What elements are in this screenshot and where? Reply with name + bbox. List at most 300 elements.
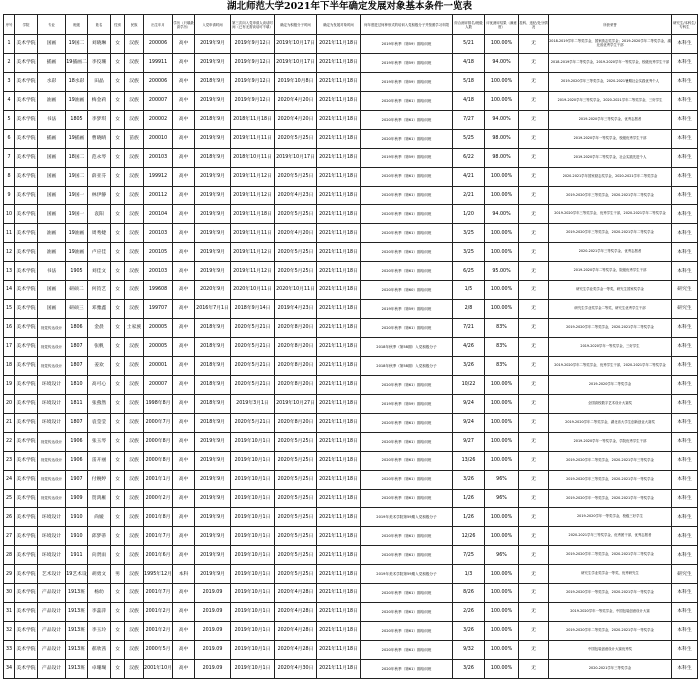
cell-activist-date: 2020年4月28日 — [275, 603, 317, 622]
cell-education: 高中 — [173, 508, 195, 527]
cell-degree-type: 本科生 — [672, 394, 698, 413]
cell-ethnicity: 汉族 — [125, 546, 144, 565]
cell-birth: 2001年8月 — [144, 508, 173, 527]
cell-evaluation: 100.00% — [485, 243, 519, 262]
cell-ranking: 1/5 — [453, 281, 485, 300]
cell-birth: 1998年8月 — [144, 394, 173, 413]
cell-evaluation: 100.00% — [485, 641, 519, 660]
cell-application-date: 2019年9月 — [195, 243, 231, 262]
cell-name: 张帆 — [88, 338, 111, 357]
cell-college: 美术学院 — [15, 148, 38, 167]
cell-ranking: 2/8 — [453, 300, 485, 319]
cell-activist-date: 2020年5月25日 — [275, 205, 317, 224]
cell-application-date: 2018年9月 — [195, 72, 231, 91]
table-row — [4, 546, 698, 565]
cell-honors: 2019-2020学年二等奖学金 — [549, 375, 672, 394]
cell-name: 卓珊瑚 — [88, 659, 111, 678]
cell-index: 19 — [4, 375, 15, 394]
header-ethnicity: 民族 — [125, 15, 144, 35]
cell-college: 美术学院 — [15, 546, 38, 565]
cell-education: 高中 — [173, 489, 195, 508]
cell-birth: 199608 — [144, 281, 173, 300]
cell-index: 24 — [4, 470, 15, 489]
cell-class: 1906 — [66, 451, 88, 470]
cell-degree-type: 本科生 — [672, 432, 698, 451]
cell-college: 美术学院 — [15, 641, 38, 660]
cell-degree-type: 研究生 — [672, 300, 698, 319]
cell-honors: 中国包装创意设计大赛优秀奖 — [549, 641, 672, 660]
cell-talk-date: 2019年10月1日 — [231, 659, 275, 678]
cell-major: 油画 — [38, 224, 66, 243]
cell-major: 环境设计 — [38, 413, 66, 432]
cell-birth: 2001年6月 — [144, 546, 173, 565]
cell-activist-date: 2020年4月28日 — [275, 622, 317, 641]
cell-birth: 200103 — [144, 262, 173, 281]
cell-honors: 2019-2020学年三等奖学金，2020-2021学年一等奖学金 — [549, 470, 672, 489]
cell-ranking: 4/18 — [453, 53, 485, 72]
cell-application-date: 2019年9月 — [195, 451, 231, 470]
cell-application-date: 2018年9月 — [195, 394, 231, 413]
cell-application-date: 2018年9月 — [195, 338, 231, 357]
cell-name: 何钧艺 — [88, 281, 111, 300]
header-candidate-date: 确定为发展对象时间 — [317, 15, 361, 35]
cell-education: 高中 — [173, 129, 195, 148]
cell-gender: 女 — [111, 527, 125, 546]
cell-education: 高中 — [173, 451, 195, 470]
cell-college: 美术学院 — [15, 603, 38, 622]
cell-class: 1810 — [66, 375, 88, 394]
cell-evaluation: 96% — [485, 546, 519, 565]
cell-college: 美术学院 — [15, 508, 38, 527]
cell-class: 1913班 — [66, 584, 88, 603]
cell-name: 李梦琪 — [88, 110, 111, 129]
cell-ranking: 9/24 — [453, 394, 485, 413]
cell-ranking: 2/26 — [453, 603, 485, 622]
cell-evaluation: 100.00% — [485, 35, 519, 54]
cell-training: 2019年秋季（第59）期培训班 — [361, 394, 453, 413]
cell-activist-date: 2020年5月25日 — [275, 129, 317, 148]
cell-ethnicity: 汉族 — [125, 148, 144, 167]
cell-college: 美术学院 — [15, 167, 38, 186]
cell-talk-date: 2020年5月21日 — [231, 413, 275, 432]
cell-ranking: 3/26 — [453, 659, 485, 678]
cell-evaluation: 100.00% — [485, 584, 519, 603]
cell-ethnicity: 汉族 — [125, 470, 144, 489]
cell-birth: 2000年8月 — [144, 432, 173, 451]
table-row — [4, 281, 698, 300]
cell-education: 高中 — [173, 72, 195, 91]
cell-birth: 200007 — [144, 375, 173, 394]
header-evaluation: 评优测评结果（满意度） — [485, 15, 519, 35]
cell-ranking: 7/21 — [453, 319, 485, 338]
cell-education: 高中 — [173, 432, 195, 451]
cell-gender: 女 — [111, 338, 125, 357]
header-degree-type: 研究生/本科生/专科生 — [672, 15, 698, 35]
cell-degree-type: 本科生 — [672, 148, 698, 167]
cell-gender: 女 — [111, 91, 125, 110]
cell-index: 21 — [4, 413, 15, 432]
cell-evaluation: 94.00% — [485, 110, 519, 129]
cell-candidate-date: 2021年11月18日 — [317, 432, 361, 451]
table-row — [4, 148, 698, 167]
cell-index: 16 — [4, 319, 15, 338]
cell-gender: 女 — [111, 622, 125, 641]
cell-evaluation: 100.00% — [485, 659, 519, 678]
cell-index: 12 — [4, 243, 15, 262]
header-talk-date: 第三次向入党申请人谈话时间（已有无需谈话可不填） — [231, 15, 275, 35]
cell-training: 2020年秋季（第61）期培训班 — [361, 224, 453, 243]
cell-honors: 2019-2020学年二等奖学金，院级优秀学生干部 — [549, 262, 672, 281]
cell-training: 2020年秋季（第61）期培训班 — [361, 622, 453, 641]
cell-education: 高中 — [173, 110, 195, 129]
cell-ethnicity: 汉族 — [125, 110, 144, 129]
cell-application-date: 2019年9月 — [195, 53, 231, 72]
cell-degree-type: 本科生 — [672, 205, 698, 224]
cell-birth: 200007 — [144, 91, 173, 110]
cell-honors: 2019-2020学年三等奖学金，优秀志愿者 — [549, 110, 672, 129]
cell-talk-date: 2020年5月21日 — [231, 375, 275, 394]
table-row — [4, 262, 698, 281]
cell-ranking: 1/3 — [453, 565, 485, 584]
cell-talk-date: 2019年11月12日 — [231, 167, 275, 186]
cell-education: 高中 — [173, 205, 195, 224]
cell-education: 高中 — [173, 546, 195, 565]
cell-talk-date: 2019年9月12日 — [231, 72, 275, 91]
cell-talk-date: 2019年11月12日 — [231, 262, 275, 281]
cell-birth: 200104 — [144, 205, 173, 224]
cell-ranking: 5/25 — [453, 129, 485, 148]
cell-training: 2020年秋季（第61）期培训班 — [361, 489, 453, 508]
cell-education: 高中 — [173, 35, 195, 54]
cell-honors: 2019-2020学年三等奖学金，2020-2021学年二等奖学金，三好学生 — [549, 91, 672, 110]
cell-degree-type: 本科生 — [672, 413, 698, 432]
cell-application-date: 2019年9月 — [195, 129, 231, 148]
cell-discipline: 无 — [519, 394, 549, 413]
cell-ethnicity: 汉族 — [125, 659, 144, 678]
cell-degree-type: 本科生 — [672, 72, 698, 91]
cell-activist-date: 2020年8月20日 — [275, 413, 317, 432]
cell-major: 视觉传达设计 — [38, 356, 66, 375]
cell-talk-date: 2019年10月1日 — [231, 489, 275, 508]
cell-activist-date: 2020年8月20日 — [275, 338, 317, 357]
cell-application-date: 2019.09 — [195, 641, 231, 660]
cell-activist-date: 2020年8月20日 — [275, 356, 317, 375]
cell-birth: 200005 — [144, 338, 173, 357]
cell-ethnicity: 汉族 — [125, 375, 144, 394]
cell-ranking: 7/27 — [453, 110, 485, 129]
cell-talk-date: 2019年10月1日 — [231, 432, 275, 451]
cell-name: 尚媛 — [88, 508, 111, 527]
cell-education: 本科 — [173, 565, 195, 584]
cell-discipline: 无 — [519, 72, 549, 91]
cell-candidate-date: 2021年11月18日 — [317, 186, 361, 205]
cell-degree-type: 本科生 — [672, 35, 698, 54]
cell-class: 19油画 — [66, 224, 88, 243]
cell-degree-type: 本科生 — [672, 224, 698, 243]
cell-ranking: 1/26 — [453, 508, 485, 527]
cell-college: 美术学院 — [15, 413, 38, 432]
cell-ranking: 3/25 — [453, 224, 485, 243]
cell-activist-date: 2019年10月17日 — [275, 148, 317, 167]
cell-index: 13 — [4, 262, 15, 281]
cell-name: 林伊静 — [88, 186, 111, 205]
cell-class: 1806 — [66, 319, 88, 338]
cell-honors: 2019-2020学年一等奖学金，三好学生 — [549, 338, 672, 357]
cell-training: 2020年秋季（第61）期培训班 — [361, 641, 453, 660]
cell-evaluation: 100.00% — [485, 375, 519, 394]
header-index: 序号 — [4, 15, 15, 35]
cell-gender: 女 — [111, 659, 125, 678]
cell-ranking: 3/25 — [453, 243, 485, 262]
cell-training: 2018年秋季（第58期）入党积极分子 — [361, 338, 453, 357]
cell-discipline: 无 — [519, 167, 549, 186]
cell-birth: 2000年5月 — [144, 641, 173, 660]
header-ranking: 综合测评排名/班级人数 — [453, 15, 485, 35]
cell-gender: 女 — [111, 243, 125, 262]
cell-training: 2020年秋季（第61）期培训班 — [361, 603, 453, 622]
cell-gender: 女 — [111, 508, 125, 527]
cell-talk-date: 2019年11月12日 — [231, 243, 275, 262]
cell-college: 美术学院 — [15, 659, 38, 678]
cell-ranking: 3/26 — [453, 622, 485, 641]
cell-application-date: 2018年9月 — [195, 375, 231, 394]
cell-activist-date: 2020年4月28日 — [275, 641, 317, 660]
cell-discipline: 无 — [519, 300, 549, 319]
cell-evaluation: 98.00% — [485, 148, 519, 167]
cell-major: 视觉传达设计 — [38, 319, 66, 338]
cell-discipline: 无 — [519, 224, 549, 243]
cell-index: 23 — [4, 451, 15, 470]
cell-class: 19国二 — [66, 35, 88, 54]
cell-major: 产品设计 — [38, 603, 66, 622]
cell-gender: 女 — [111, 167, 125, 186]
cell-talk-date: 2019年10月1日 — [231, 622, 275, 641]
cell-major: 书法 — [38, 110, 66, 129]
table-row — [4, 186, 698, 205]
cell-candidate-date: 2021年11月18日 — [317, 603, 361, 622]
cell-college: 美术学院 — [15, 300, 38, 319]
cell-major: 插画 — [38, 129, 66, 148]
cell-birth: 200002 — [144, 110, 173, 129]
cell-honors: 2019-2020学年二等奖学金，社会实践先进个人 — [549, 148, 672, 167]
cell-talk-date: 2019年10月1日 — [231, 584, 275, 603]
cell-application-date: 2019.09 — [195, 603, 231, 622]
cell-index: 28 — [4, 546, 15, 565]
cell-training: 2020年秋季（第61）期培训班 — [361, 546, 453, 565]
cell-activist-date: 2020年5月25日 — [275, 451, 317, 470]
cell-evaluation: 100.00% — [485, 300, 519, 319]
cell-ranking: 9/24 — [453, 413, 485, 432]
cell-candidate-date: 2021年11月18日 — [317, 281, 361, 300]
cell-class: 1807 — [66, 413, 88, 432]
cell-index: 11 — [4, 224, 15, 243]
cell-gender: 女 — [111, 148, 125, 167]
cell-education: 高中 — [173, 375, 195, 394]
cell-class: 1805 — [66, 110, 88, 129]
cell-evaluation: 100.00% — [485, 622, 519, 641]
cell-training: 2020年秋季（第61）期培训班 — [361, 205, 453, 224]
cell-college: 美术学院 — [15, 565, 38, 584]
cell-education: 高中 — [173, 470, 195, 489]
cell-training: 2020年秋季（第61）期培训班 — [361, 451, 453, 470]
cell-application-date: 2019年9月 — [195, 35, 231, 54]
cell-ethnicity: 汉族 — [125, 53, 144, 72]
cell-training: 2020年秋季（第61）期培训班 — [361, 413, 453, 432]
table-row — [4, 413, 698, 432]
cell-ranking: 1/26 — [453, 489, 485, 508]
cell-activist-date: 2020年4月20日 — [275, 224, 317, 243]
cell-evaluation: 98.00% — [485, 129, 519, 148]
cell-degree-type: 本科生 — [672, 375, 698, 394]
table-row — [4, 394, 698, 413]
cell-degree-type: 本科生 — [672, 641, 698, 660]
candidate-table — [3, 14, 698, 679]
cell-ranking: 5/21 — [453, 35, 485, 54]
cell-ranking: 7/25 — [453, 546, 485, 565]
cell-evaluation: 100.00% — [485, 186, 519, 205]
cell-application-date: 2019年9月 — [195, 546, 231, 565]
cell-activist-date: 2020年10月11日 — [275, 281, 317, 300]
cell-candidate-date: 2021年11月18日 — [317, 300, 361, 319]
cell-gender: 女 — [111, 375, 125, 394]
cell-name: 邱梦蒂 — [88, 527, 111, 546]
cell-activist-date: 2020年4月20日 — [275, 91, 317, 110]
cell-degree-type: 研究生 — [672, 281, 698, 300]
cell-ethnicity: 汉族 — [125, 281, 144, 300]
table-row — [4, 91, 698, 110]
cell-major: 国画 — [38, 281, 66, 300]
cell-college: 美术学院 — [15, 243, 38, 262]
header-class: 班级 — [66, 15, 88, 35]
cell-ethnicity: 汉族 — [125, 205, 144, 224]
cell-ethnicity: 汉族 — [125, 641, 144, 660]
cell-ethnicity: 汉族 — [125, 243, 144, 262]
cell-index: 29 — [4, 565, 15, 584]
cell-training: 2020年秋季（第61）期培训班 — [361, 262, 453, 281]
cell-training: 2019年秋季（第59）期培训班 — [361, 72, 453, 91]
cell-discipline: 无 — [519, 281, 549, 300]
cell-activist-date: 2020年5月25日 — [275, 167, 317, 186]
cell-candidate-date: 2021年11月18日 — [317, 546, 361, 565]
cell-discipline: 无 — [519, 186, 549, 205]
cell-index: 27 — [4, 527, 15, 546]
cell-training: 2019年美术学院第59期入党积极分子 — [361, 565, 453, 584]
cell-evaluation: 100.00% — [485, 91, 519, 110]
cell-discipline: 无 — [519, 356, 549, 375]
cell-talk-date: 2019年10月1日 — [231, 565, 275, 584]
cell-talk-date: 2019年11月18日 — [231, 205, 275, 224]
cell-discipline: 无 — [519, 622, 549, 641]
cell-degree-type: 本科生 — [672, 584, 698, 603]
cell-talk-date: 2020年5月21日 — [231, 319, 275, 338]
cell-college: 美术学院 — [15, 622, 38, 641]
cell-name: 范永琴 — [88, 148, 111, 167]
cell-training: 2020年秋季（第61）期培训班 — [361, 527, 453, 546]
cell-honors: 2018-2019学年二等奖学金，2019-2020学年一等奖学金，校级优秀学生干部 — [549, 53, 672, 72]
cell-ethnicity: 汉族 — [125, 527, 144, 546]
cell-training: 2020年秋季（第61）期培训班 — [361, 91, 453, 110]
cell-honors: 2018-2019学年二等奖学金，国家励志奖学金；2019-2020学年二等奖学金，湖北省优秀学生干部 — [549, 35, 672, 54]
cell-gender: 女 — [111, 413, 125, 432]
cell-application-date: 2019年9月 — [195, 470, 231, 489]
cell-honors: 2019-2020学年二等奖学金，2020-2021学年三等奖学金 — [549, 451, 672, 470]
cell-discipline: 无 — [519, 565, 549, 584]
cell-education: 高中 — [173, 641, 195, 660]
cell-activist-date: 2020年5月25日 — [275, 508, 317, 527]
cell-name: 刘晓琳 — [88, 35, 111, 54]
cell-degree-type: 本科生 — [672, 508, 698, 527]
cell-activist-date: 2020年5月25日 — [275, 262, 317, 281]
cell-candidate-date: 2021年11月18日 — [317, 659, 361, 678]
cell-major: 产品设计 — [38, 584, 66, 603]
cell-education: 高中 — [173, 603, 195, 622]
cell-honors: 2019-2020学年一等奖学金，2020-2021学年一等奖学金 — [549, 489, 672, 508]
cell-class: 1905 — [66, 262, 88, 281]
cell-honors: 2019-2020学年一等奖学金，校级三好学生 — [549, 508, 672, 527]
cell-name: 郝欣茜 — [88, 641, 111, 660]
cell-application-date: 2019年9月 — [195, 527, 231, 546]
table-row — [4, 432, 698, 451]
table-row — [4, 356, 698, 375]
cell-class: 1913班 — [66, 659, 88, 678]
cell-honors: 2019-2020学年一等奖学金，学院优秀学生干部 — [549, 432, 672, 451]
cell-application-date: 2020年9月 — [195, 281, 231, 300]
cell-degree-type: 本科生 — [672, 527, 698, 546]
cell-talk-date: 2019年10月1日 — [231, 546, 275, 565]
table-row — [4, 338, 698, 357]
cell-class: 1906 — [66, 432, 88, 451]
cell-candidate-date: 2021年11月18日 — [317, 35, 361, 54]
cell-ethnicity: 汉族 — [125, 565, 144, 584]
cell-major: 视觉传达设计 — [38, 432, 66, 451]
cell-education: 高中 — [173, 356, 195, 375]
cell-discipline: 无 — [519, 91, 549, 110]
cell-education: 高中 — [173, 148, 195, 167]
cell-ethnicity: 汉族 — [125, 167, 144, 186]
cell-ethnicity: 汉族 — [125, 584, 144, 603]
cell-index: 1 — [4, 35, 15, 54]
table-header-row — [4, 15, 698, 35]
cell-birth: 200010 — [144, 129, 173, 148]
cell-evaluation: 94.00% — [485, 53, 519, 72]
table-row — [4, 243, 698, 262]
cell-discipline: 无 — [519, 413, 549, 432]
cell-honors: 2019-2020学年一等奖学金，2020-2021学年一等奖学金 — [549, 584, 672, 603]
cell-birth: 2000年8月 — [144, 451, 173, 470]
cell-index: 32 — [4, 622, 15, 641]
cell-gender: 女 — [111, 356, 125, 375]
cell-birth: 200006 — [144, 72, 173, 91]
cell-talk-date: 2019年11月11日 — [231, 224, 275, 243]
cell-class: 19国一 — [66, 186, 88, 205]
table-row — [4, 375, 698, 394]
cell-gender: 女 — [111, 641, 125, 660]
cell-ranking: 3/26 — [453, 356, 485, 375]
cell-index: 9 — [4, 186, 15, 205]
cell-activist-date: 2019年10月17日 — [275, 53, 317, 72]
cell-gender: 女 — [111, 489, 125, 508]
cell-talk-date: 2019年10月1日 — [231, 451, 275, 470]
cell-discipline: 无 — [519, 584, 549, 603]
cell-candidate-date: 2021年11月18日 — [317, 243, 361, 262]
cell-education: 高中 — [173, 413, 195, 432]
cell-training: 2020年秋季（第61）期培训班 — [361, 659, 453, 678]
header-application-date: 入党申请时间 — [195, 15, 231, 35]
cell-gender: 女 — [111, 319, 125, 338]
cell-education: 高中 — [173, 243, 195, 262]
cell-ranking: 9/27 — [453, 432, 485, 451]
cell-ethnicity: 苗族 — [125, 129, 144, 148]
